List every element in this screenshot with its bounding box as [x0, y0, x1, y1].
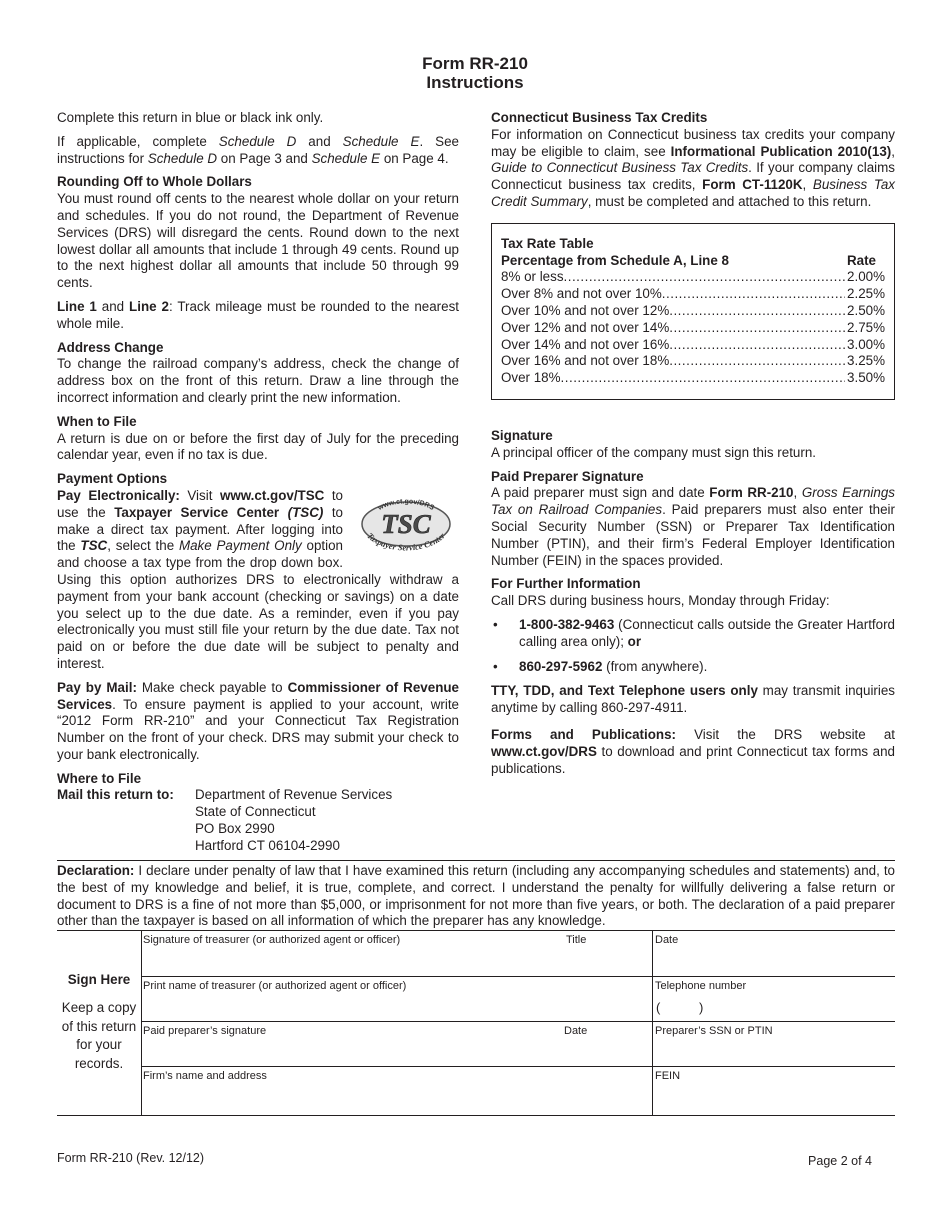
tax-rate-range: Over 12% and not over 14%	[501, 319, 670, 335]
rounding-text: You must round off cents to the nearest whole dollar on your return and schedules. If you do not round, the Department of Revenue Services (DRS) will disregard the cents. Round down to the next lowest dollar all amounts that include 1 through 49 cents. Round up to the next highest dollar all amounts that include 50 through 99 cents.	[57, 191, 459, 291]
declaration-text: I declare under penalty of law that I have examined this return (including any accompanying schedules and statements) and, to the best of my knowledge and belief, it is true, complete, and correct. I understand the penalty for willfully delivering a false return or document to DRS is a fine of not more than $5,000, or imprisonment for not more than five years, or both. The declaration of a paid preparer other than the taxpayer is based on all information of which the preparer has any knowledge.	[57, 863, 895, 929]
tax-rate-value: 2.00%	[847, 269, 885, 285]
line-rounding-text: Line 1 and Line 2: Track mileage must be rounded to the nearest whole mile.	[57, 298, 459, 331]
tax-rate-row	[501, 303, 885, 320]
tax-table-body	[501, 269, 885, 387]
dot-leader	[662, 286, 845, 303]
mailing-address	[195, 787, 392, 854]
tsc-logo	[353, 490, 459, 554]
tax-rate-row	[501, 370, 885, 387]
form-title	[0, 54, 950, 92]
tsc-url-text: www.ct.gov/DRS	[376, 498, 436, 512]
tax-rate-table	[491, 223, 895, 400]
address-change-heading: Address Change	[57, 339, 164, 355]
address-line: Hartford CT 06104-2990	[195, 837, 340, 853]
sign-here-label: Sign Here	[67, 972, 131, 987]
further-info-heading: For Further Information	[491, 576, 641, 592]
tax-rate-value: 2.75%	[847, 319, 885, 335]
dot-leader	[669, 353, 845, 370]
footer-page-number: Page 2 of 4	[808, 1154, 872, 1168]
title-label: Title	[566, 934, 587, 946]
declaration-label: Declaration:	[57, 863, 135, 878]
business-credits-heading: Connecticut Business Tax Credits	[491, 110, 708, 125]
signature-text: A principal officer of the company must sign this return.	[491, 444, 817, 460]
tax-table-col-percentage: Percentage from Schedule A, Line 8	[501, 252, 729, 268]
rounding-section	[57, 174, 459, 332]
tax-rate-range: Over 10% and not over 12%	[501, 302, 670, 318]
footer-form-revision: Form RR-210 (Rev. 12/12)	[57, 1151, 205, 1165]
phone-item: • 1-800-382-9463 (Connecticut calls outside the Greater Hartford calling area only); or	[491, 617, 895, 651]
paid-preparer-section	[491, 469, 895, 570]
form-subtitle: Instructions	[426, 73, 524, 92]
phone-number[interactable]: 1-800-382-9463	[519, 616, 615, 632]
further-info-text: Call DRS during business hours, Monday through Friday:	[491, 593, 830, 609]
address-change-text: To change the railroad company’s address, check the change of address box on the front of this return. Draw a line through the incorrect information and clearly print the new information.	[57, 356, 459, 405]
paid-preparer-text: A paid preparer must sign and date Form RR-210, Gross Earnings Tax on Railroad Companies. Paid preparers must also enter their Social Security Number (SSN) or Preparer Tax Identification Number (PTIN), and their firm’s Federal Employer Identification Number (FEIN) in the spaces provided.	[491, 485, 895, 568]
preparer-ssn-ptin-field[interactable]: Preparer’s SSN or PTIN	[653, 1022, 895, 1067]
where-to-file-heading: Where to File	[57, 770, 142, 786]
treasurer-name-field[interactable]: Print name of treasurer (or authorized agent or officer)	[141, 977, 652, 1022]
tax-rate-row	[501, 353, 885, 370]
business-credits-section	[491, 110, 895, 211]
paid-preparer-heading: Paid Preparer Signature	[491, 468, 644, 484]
when-to-file-heading: When to File	[57, 413, 137, 429]
fein-field[interactable]: FEIN	[655, 1070, 681, 1082]
preparer-signature-field[interactable]: Paid preparer’s signature Date	[141, 1022, 652, 1067]
tax-rate-row	[501, 337, 885, 354]
tax-table-col-rate: Rate	[846, 252, 876, 268]
signature-section	[491, 428, 895, 462]
phone-list	[491, 617, 895, 675]
tax-rate-range: Over 18%	[501, 370, 561, 386]
tsc-mark: TSC	[381, 508, 431, 539]
tax-rate-value: 2.25%	[847, 286, 885, 302]
when-to-file-section	[57, 414, 459, 464]
when-to-file-text: A return is due on or before the first day of July for the preceding calendar year, even if no tax is due.	[57, 430, 459, 463]
date-field[interactable]: Date	[653, 931, 895, 977]
payment-options-section	[57, 471, 459, 764]
tsc-link[interactable]: www.ct.gov/TSC	[219, 487, 325, 503]
preparer-date-label: Date	[564, 1025, 588, 1037]
dot-leader	[564, 269, 846, 286]
address-change-section	[57, 340, 459, 407]
pay-by-mail-text: Pay by Mail: Make check payable to Commissioner of Revenue Services. To ensure payment is applied to your account, write “2012 Form RR-210” and your Connecticut Tax Registration Number on the front of your check. DRS may submit your check to your bank electronically.	[57, 679, 459, 762]
tsc-arc-text: Taxpayer Service Center	[365, 530, 447, 553]
rounding-heading: Rounding Off to Whole Dollars	[57, 174, 252, 190]
sign-here-column	[57, 931, 142, 1115]
tax-rate-row	[501, 269, 885, 286]
right-column	[491, 110, 895, 784]
payment-options-heading: Payment Options	[57, 471, 168, 487]
telephone-field[interactable]: Telephone number ( )	[653, 977, 895, 1022]
tax-rate-row	[501, 286, 885, 303]
dot-leader	[669, 303, 845, 320]
treasurer-signature-field[interactable]: Signature of treasurer (or authorized agent or officer) Title	[141, 931, 652, 977]
tax-rate-range: Over 8% and not over 10%	[501, 286, 662, 302]
address-line: PO Box 2990	[195, 821, 275, 837]
schedule-instruction: If applicable, complete Schedule D and Schedule E. See instructions for Schedule D on Page 3 and Schedule E on Page 4.	[57, 133, 459, 166]
firm-name-address-field[interactable]: Firm’s name and address	[143, 1070, 267, 1082]
tax-rate-row	[501, 320, 885, 337]
business-credits-text: For information on Connecticut business tax credits your company may be eligible to claim, see Informational Publication 2010(13), Guide to Connecticut Business Tax Credits. If your company claims Connecticut business tax credits, Form CT-1120K, Business Tax Credit Summary, must be completed and attached to this return.	[491, 126, 895, 209]
tax-rate-value: 3.00%	[847, 336, 885, 352]
tax-rate-value: 3.50%	[847, 370, 885, 386]
keep-copy-note: Keep a copy of this return for your records.	[61, 1000, 137, 1071]
form-number: Form RR-210	[422, 54, 528, 73]
address-line: Department of Revenue Services	[195, 787, 393, 803]
left-column	[57, 110, 459, 855]
signature-table	[57, 930, 895, 1116]
further-info-section	[491, 576, 895, 777]
area-code-open: (	[656, 1000, 661, 1015]
dot-leader	[561, 370, 845, 387]
where-to-file-section	[57, 771, 459, 855]
phone-item: • 860-297-5962 (from anywhere).	[491, 659, 895, 676]
signature-heading: Signature	[491, 427, 553, 443]
area-code-close: )	[699, 1000, 704, 1015]
declaration	[57, 860, 895, 930]
tax-rate-value: 2.50%	[847, 302, 885, 318]
tax-rate-range: Over 16% and not over 18%	[501, 353, 670, 369]
mailing-address-block	[57, 787, 459, 854]
address-line: State of Connecticut	[195, 804, 316, 820]
pay-electronically-text: www.ct.gov/DRS TSC Taxpayer Service Center Pay Electronically: Visit www.ct.gov/TSC to use the Taxpayer Service Center (TSC) to make a direct tax payment. After logging into the TSC, select the Make Payment Only option and choose a tax type from the drop down box. Using this option authorizes DRS to electronically withdraw a payment from your bank account (checking or savings) on a date you select up to the due date. As a reminder, even if you pay electronically you must still file your return by the due date. Tax not paid on or before the due date will be subject to penalty and interest.	[57, 487, 459, 671]
tax-rate-value: 3.25%	[847, 353, 885, 369]
tax-rate-range: 8% or less	[501, 269, 564, 285]
tax-rate-range: Over 14% and not over 16%	[501, 336, 670, 352]
drs-website-link[interactable]: www.ct.gov/DRS	[491, 743, 597, 759]
mail-label: Mail this return to:	[57, 787, 174, 803]
dot-leader	[669, 320, 845, 337]
tax-table-title: Tax Rate Table	[501, 235, 594, 251]
ink-instruction: Complete this return in blue or black ink only.	[57, 110, 324, 125]
tax-table-header	[501, 253, 885, 270]
dot-leader	[669, 337, 845, 354]
phone-number[interactable]: 860-297-5962	[519, 658, 603, 674]
forms-publications-text: Forms and Publications: Visit the DRS website at www.ct.gov/DRS to download and print Connecticut tax forms and publications.	[491, 726, 895, 776]
tty-text: TTY, TDD, and Text Telephone users only may transmit inquiries anytime by calling 860-297-4911.	[491, 683, 895, 716]
